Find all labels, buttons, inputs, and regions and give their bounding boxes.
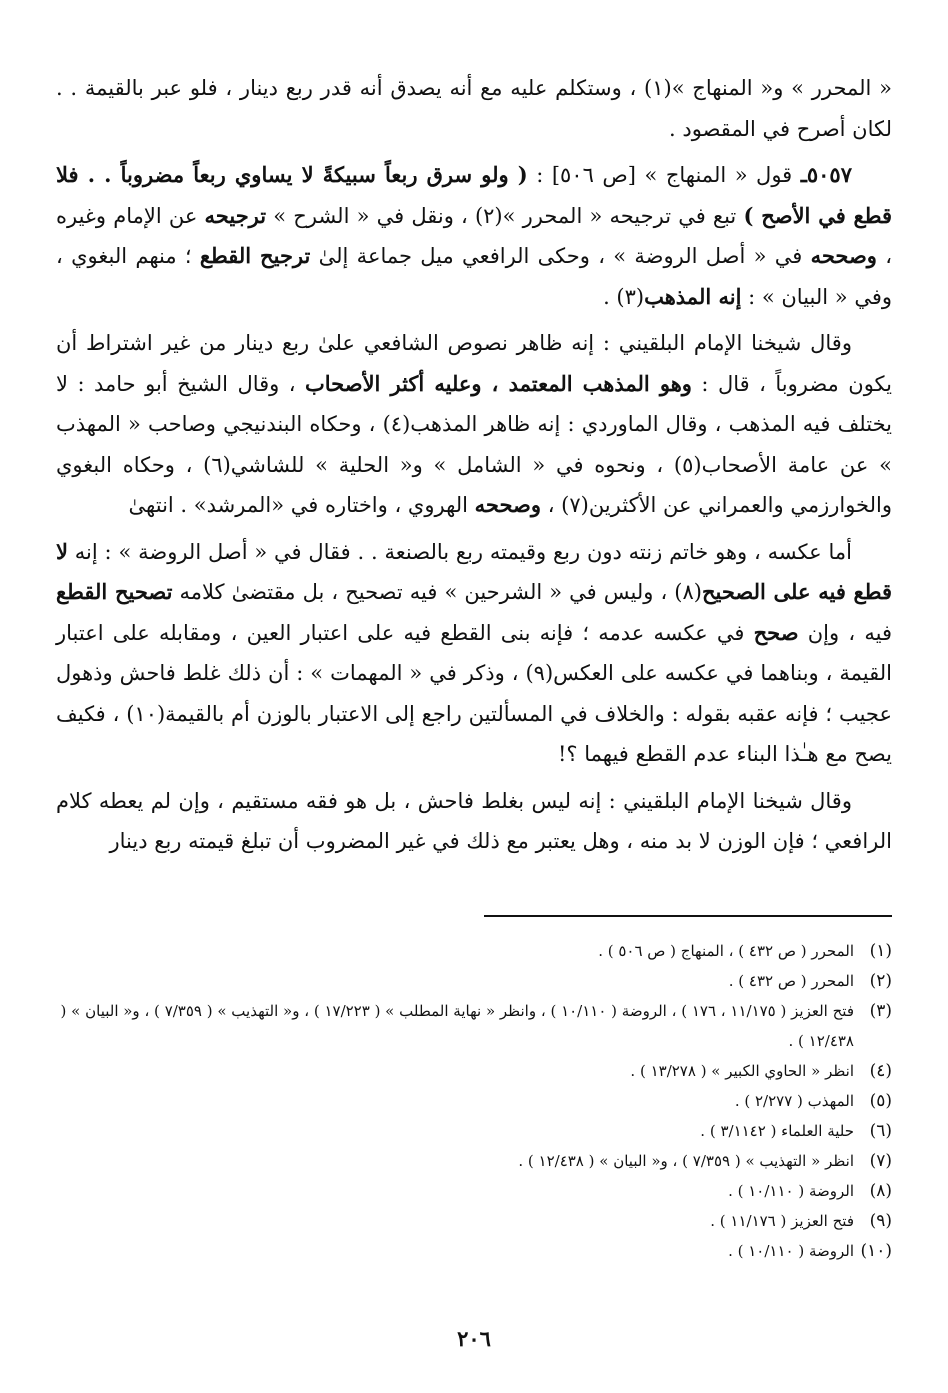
text-run: وقال شيخنا الإمام البلقيني : إنه ظاهر نصوص الشافعي علىٰ ربع دينار من غير اشتراط أن يكون مضروباً ، قال :	[56, 331, 892, 396]
bold-term: وصححه	[474, 492, 542, 517]
footnote	[56, 1086, 892, 1116]
footnote-number: (٤)	[869, 1061, 892, 1081]
footnote	[56, 936, 892, 966]
footnote-number: (١)	[869, 941, 892, 961]
footnote-number: (٨)	[869, 1181, 892, 1201]
footnote	[56, 1236, 892, 1266]
text-run: (٣) .	[603, 284, 645, 309]
bold-term: لا قطع فيه على الصحيح	[56, 538, 892, 604]
page-number: ٢٠٦	[457, 1326, 491, 1351]
footnote-text: المحرر ( ص ٤٣٢ ) ، المنهاج ( ص ٥٠٦ ) .	[598, 942, 854, 960]
footnote-text: حلية العلماء ( ٣/١١٤٢ ) .	[700, 1122, 854, 1140]
main-text	[56, 68, 892, 862]
footnote-text: الروضة ( ١٠/١١٠ ) .	[728, 1182, 854, 1200]
text-run: وقال شيخنا الإمام البلقيني : إنه ليس بغلط فاحش ، بل هو فقه مستقيم ، وإن لم يعطه كلام الرافعي ؛ فإن الوزن لا بد منه ، وهل يعتبر مع ذلك في غير المضروب أن تبلغ قيمته ربع دينار	[56, 788, 892, 853]
footnote-number: (٣)	[869, 1001, 892, 1021]
bold-term: صحح	[753, 619, 799, 645]
footnote	[56, 1206, 892, 1236]
paragraph-reverse-case	[56, 532, 892, 775]
footnote-number: (٥)	[869, 1091, 892, 1111]
text-run: في « أصل الروضة » ، وحكى الرافعي ميل جماعة إلىٰ	[310, 244, 811, 268]
footnote-number: (٦)	[869, 1121, 892, 1141]
footnotes	[56, 936, 892, 1266]
footnote	[56, 1116, 892, 1146]
paragraph-1-text: « المحرر » و« المنهاج »(١) ، وستكلم عليه مع أنه يصدق أنه قدر ربع دينار ، فلو عبر بالقيمة . . لكان أصرح في المقصود .	[56, 76, 892, 141]
footnote-separator	[484, 915, 892, 917]
footnote-text: فتح العزيز ( ١١/١٧٦ ) .	[710, 1212, 854, 1230]
bold-term: إنه المذهب	[644, 283, 742, 309]
bold-term: وهو المذهب المعتمد ، وعليه أكثر الأصحاب	[305, 370, 692, 396]
paragraph-bulqini-1	[56, 323, 892, 526]
footnote	[56, 996, 892, 1056]
text-run: ؛ منهم البغوي ، وفي « البيان » :	[56, 244, 892, 309]
text-run: (٨) ، وليس في « الشرحين » فيه تصحيح ، بل مقتضىٰ كلامه	[172, 580, 702, 604]
paragraph-5057	[56, 155, 892, 317]
footnote	[56, 1056, 892, 1086]
footnote-number: (٩)	[869, 1211, 892, 1231]
bold-term: ترجيح القطع	[199, 243, 311, 268]
paragraph-bulqini-2	[56, 781, 892, 862]
text-run: قول « المنهاج » [ص ٥٠٦] :	[527, 163, 801, 187]
footnote-number: (٧)	[869, 1151, 892, 1171]
book-page	[56, 68, 893, 1351]
text-run: تبع في ترجيحه « المحرر »(٢) ، ونقل في « الشرح »	[266, 203, 744, 228]
text-run: الهروي ، واختاره في «المرشد» . انتهىٰ	[128, 493, 475, 517]
text-run: في عكسه عدمه ؛ فإنه بنى القطع فيه على اعتبار العين ، ومقابله على اعتبار القيمة ، وبناهما في عكسه على العكس(٩) ، وذكر في « المهمات » : أن ذلك غلط فاحش وذهول عجيب ؛ فإنه عقبه بقوله : والخلاف في المسألتين راجع إلى الاعتبار بالوزن أم بالقيمة(١٠) ، فكيف يصح مع هـٰذا البناء عدم القطع فيهما ؟!	[56, 620, 892, 766]
footnote	[56, 1176, 892, 1206]
footnote-text: الروضة ( ١٠/١١٠ ) .	[728, 1242, 854, 1260]
entry-number: ٥٠٥٧ـ	[800, 162, 852, 187]
bold-term: تصحيح القطع	[56, 579, 173, 604]
paragraph-1	[56, 68, 892, 149]
text-run: أما عكسه ، وهو خاتم زنته دون ربع وقيمته ربع بالصنعة . . فقال في « أصل الروضة » : إنه	[67, 539, 852, 564]
bold-term: وصححه	[810, 243, 877, 268]
footnote-text: انظر « التهذيب » ( ٧/٣٥٩ ) ، و« البيان » ( ١٢/٤٣٨ ) .	[518, 1152, 854, 1170]
footnote-text: المهذب ( ٢/٢٧٧ ) .	[734, 1092, 854, 1110]
footnote-text: انظر « الحاوي الكبير » ( ١٣/٢٧٨ ) .	[630, 1062, 854, 1080]
footnote-number: (٢)	[869, 971, 892, 991]
text-run: ، وقال الشيخ أبو حامد : لا يختلف فيه المذهب ، وقال الماوردي : إنه ظاهر المذهب(٤) ، وحكاه البندنيجي وصاحب « المهذب » عن عامة الأصحاب(٥) ، ونحوه في « الشامل » و« الحلية » للشاشي(٦) ، وحكاه البغوي والخوارزمي والعمراني عن الأكثرين(٧) ،	[56, 371, 893, 517]
quoted-text: ( ولو سرق ربعاً سبيكةً لا يساوي ربعاً مضروباً . . فلا قطع في الأصح )	[56, 162, 892, 228]
footnote-text: المحرر ( ص ٤٣٢ ) .	[728, 972, 854, 990]
footnote	[56, 966, 892, 996]
text-run: فيه ، وإن	[798, 620, 892, 645]
bold-term: ترجيحه	[204, 202, 267, 228]
text-run: عن الإمام وغيره ،	[56, 203, 893, 268]
footnote-text: فتح العزيز ( ١١/١٧٥ ، ١٧٦ ) ، الروضة ( ١٠/١١٠ ) ، وانظر « نهاية المطلب » ( ١٧/٢٢٣ ) ، و« التهذيب » ( ٧/٣٥٩ ) ، و« البيان » ( ١٢/٤٣٨ ) .	[60, 1002, 854, 1050]
footnote-number: (١٠)	[860, 1241, 892, 1261]
footnote	[56, 1146, 892, 1176]
